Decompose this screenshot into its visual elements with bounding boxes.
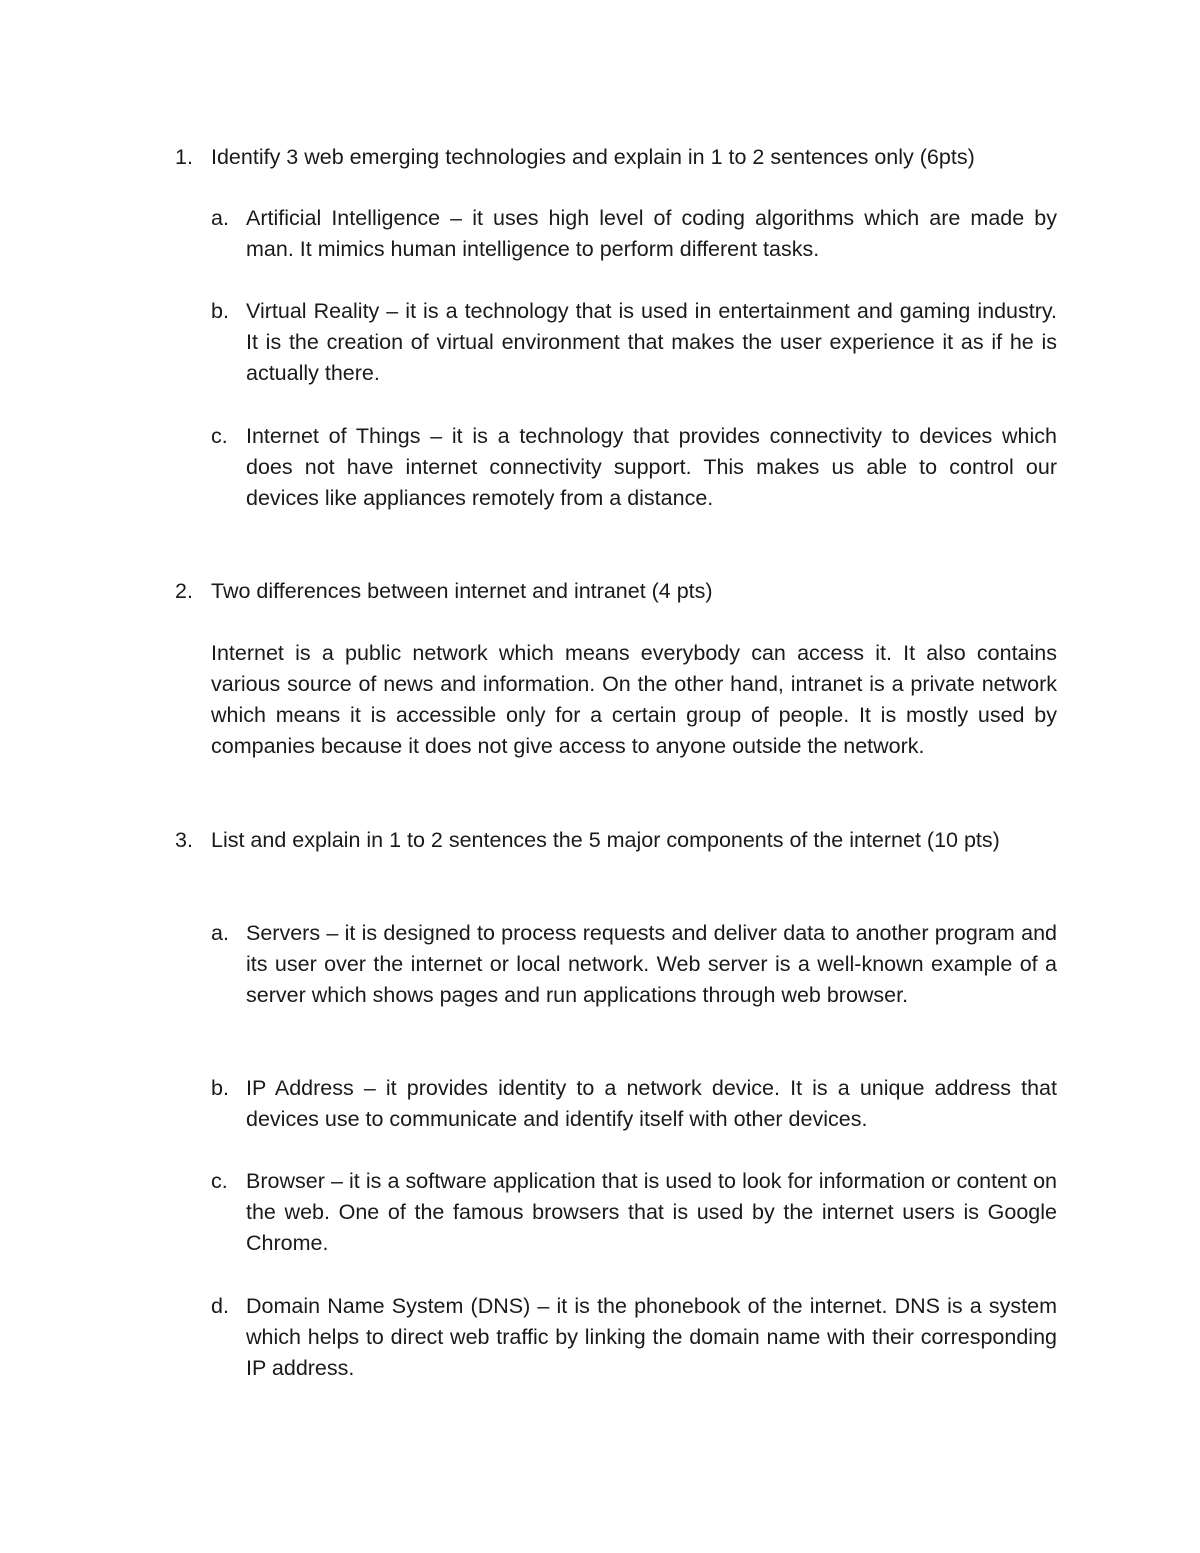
q3-item-d-text: Domain Name System (DNS) – it is the phonebook of the internet. DNS is a system which helps to direct web traffic by linking the domain name with their corresponding IP address. — [246, 1294, 1057, 1380]
question-3-number: 3. — [175, 828, 193, 852]
q1-item-b-letter: b. — [211, 299, 229, 323]
question-1-number: 1. — [175, 145, 193, 169]
q1-item-b-text: Virtual Reality – it is a technology that is used in entertainment and gaming industry. It is the creation of virtual environment that makes the user experience it as if he is actually there. — [246, 299, 1057, 385]
question-2-number: 2. — [175, 579, 193, 603]
q3-item-b-letter: b. — [211, 1076, 229, 1100]
q3-item-b-text: IP Address – it provides identity to a network device. It is a unique address that devices use to communicate and identify itself with other devices. — [246, 1076, 1057, 1131]
q1-item-c-letter: c. — [211, 424, 228, 448]
question-2-answer: Internet is a public network which means everybody can access it. It also contains various source of news and information. On the other hand, intranet is a private network which means it is accessible only for a certain group of people. It is mostly used by companies because it does not give access to anyone outside the network. — [211, 641, 1057, 758]
q3-item-a-letter: a. — [211, 921, 229, 945]
q1-item-c-text: Internet of Things – it is a technology that provides connectivity to devices which does not have internet connectivity support. This makes us able to control our devices like appliances remotely from a distance. — [246, 424, 1057, 510]
q1-item-a-letter: a. — [211, 206, 229, 230]
q3-item-d-letter: d. — [211, 1294, 229, 1318]
question-3-text: List and explain in 1 to 2 sentences the 5 major components of the internet (10 pts) — [211, 828, 1000, 852]
q1-item-a-text: Artificial Intelligence – it uses high level of coding algorithms which are made by man. It mimics human intelligence to perform different tasks. — [246, 206, 1057, 261]
question-1-text: Identify 3 web emerging technologies and explain in 1 to 2 sentences only (6pts) — [211, 145, 975, 169]
q3-item-c-letter: c. — [211, 1169, 228, 1193]
q3-item-c-text: Browser – it is a software application that is used to look for information or content on the web. One of the famous browsers that is used by the internet users is Google Chrome. — [246, 1169, 1057, 1255]
q3-item-a-text: Servers – it is designed to process requests and deliver data to another program and its user over the internet or local network. Web server is a well-known example of a server which shows pages and run applications through web browser. — [246, 921, 1057, 1007]
question-2-text: Two differences between internet and intranet (4 pts) — [211, 579, 713, 603]
